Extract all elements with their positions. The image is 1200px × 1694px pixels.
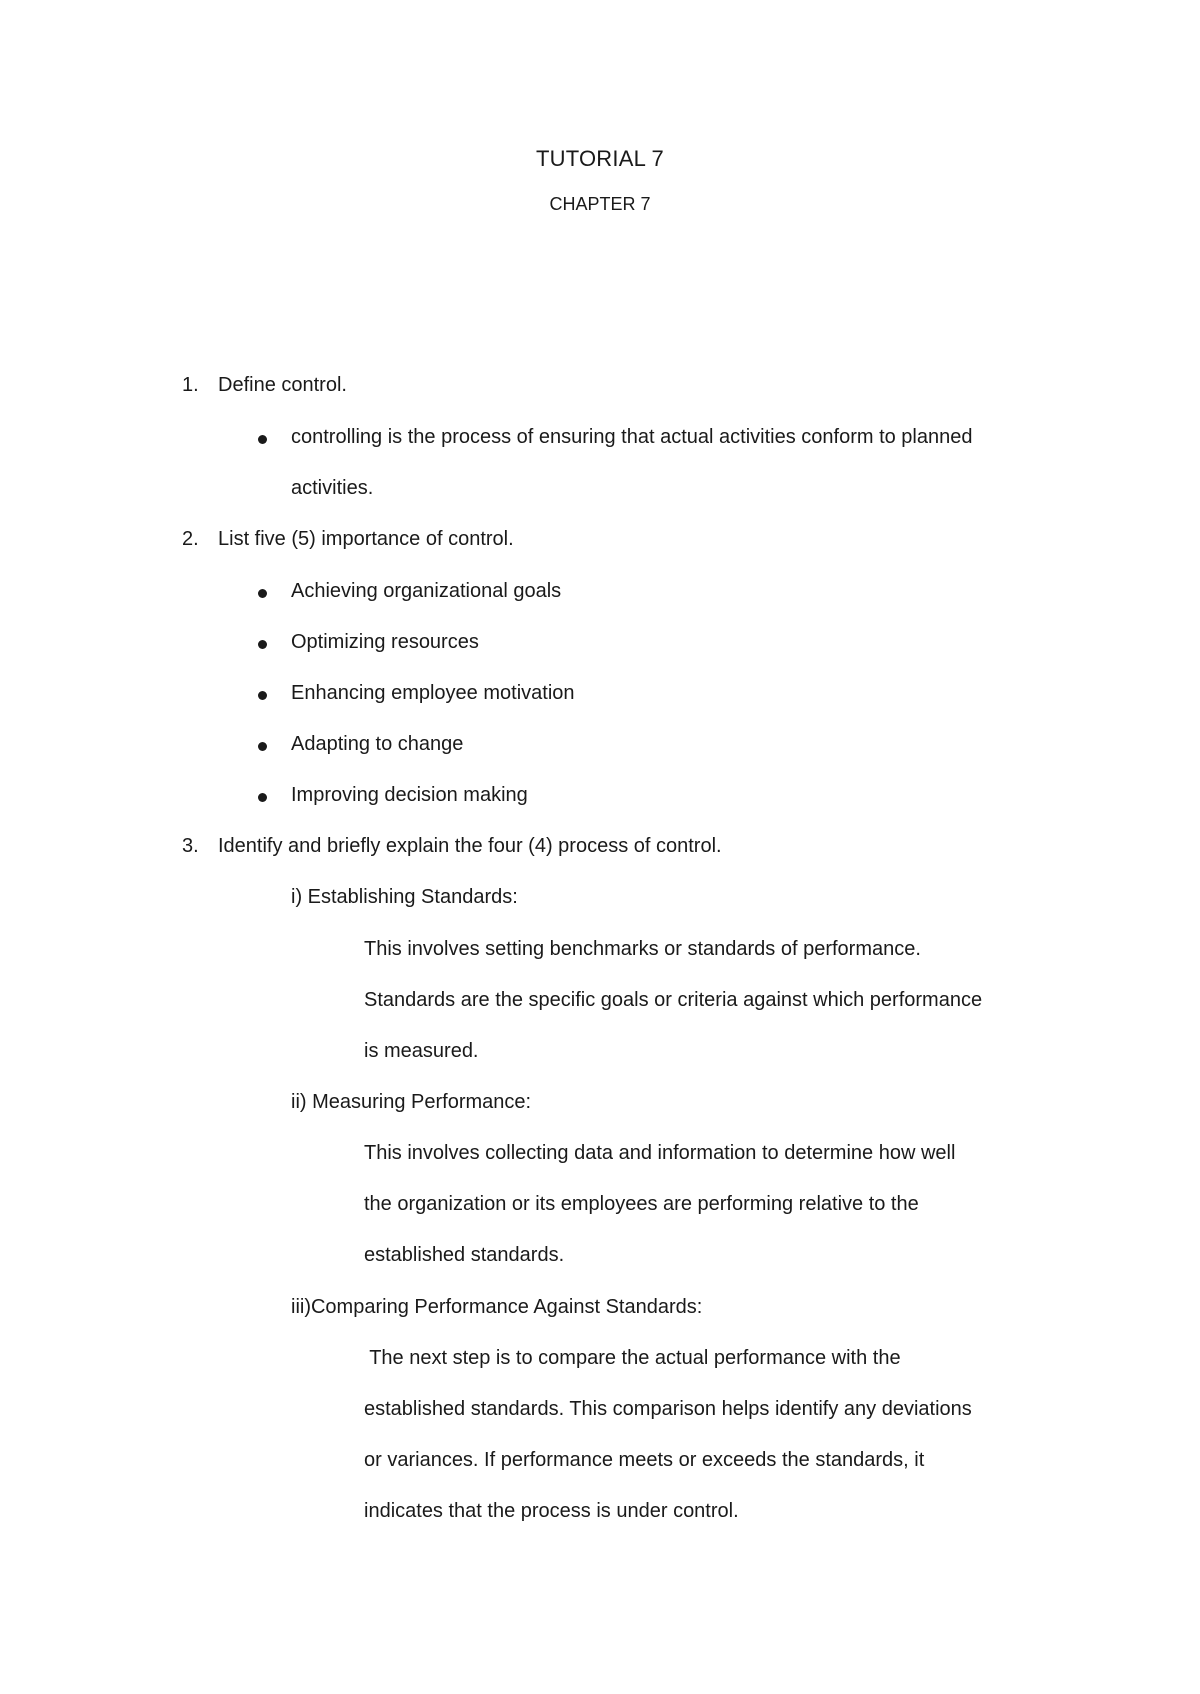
step-1-heading: i) Establishing Standards: bbox=[291, 886, 518, 908]
bullet-icon bbox=[258, 793, 267, 802]
step-2-line-3: established standards. bbox=[364, 1244, 565, 1266]
step-1-line-2: Standards are the specific goals or criteria against which performance bbox=[364, 989, 983, 1011]
step-3-heading: iii)Comparing Performance Against Standards: bbox=[291, 1296, 703, 1318]
step-1-line-1: This involves setting benchmarks or standards of performance. bbox=[364, 938, 921, 960]
importance-item-4: Adapting to change bbox=[291, 733, 464, 755]
document-title: TUTORIAL 7 bbox=[536, 146, 664, 171]
bullet-icon bbox=[258, 742, 267, 751]
bullet-icon bbox=[258, 691, 267, 700]
question-3-number: 3. bbox=[182, 835, 199, 857]
question-1-number: 1. bbox=[182, 374, 199, 396]
answer-1-line-2: activities. bbox=[291, 477, 374, 499]
question-3-text: Identify and briefly explain the four (4) process of control. bbox=[218, 835, 722, 857]
bullet-icon bbox=[258, 589, 267, 598]
answer-1-line-1: controlling is the process of ensuring that actual activities conform to planned bbox=[291, 426, 973, 448]
importance-item-1: Achieving organizational goals bbox=[291, 580, 562, 602]
question-2-text: List five (5) importance of control. bbox=[218, 528, 514, 550]
importance-item-2: Optimizing resources bbox=[291, 631, 479, 653]
bullet-icon bbox=[258, 640, 267, 649]
step-2-line-2: the organization or its employees are performing relative to the bbox=[364, 1193, 919, 1215]
step-1-line-3: is measured. bbox=[364, 1040, 479, 1062]
step-3-line-1: The next step is to compare the actual performance with the bbox=[364, 1347, 901, 1369]
question-2-number: 2. bbox=[182, 528, 199, 550]
step-3-line-4: indicates that the process is under control. bbox=[364, 1500, 739, 1522]
step-2-heading: ii) Measuring Performance: bbox=[291, 1091, 532, 1113]
step-3-line-3: or variances. If performance meets or exceeds the standards, it bbox=[364, 1449, 925, 1471]
step-3-line-2: established standards. This comparison helps identify any deviations bbox=[364, 1398, 972, 1420]
importance-item-3: Enhancing employee motivation bbox=[291, 682, 575, 704]
bullet-icon bbox=[258, 435, 267, 444]
importance-item-5: Improving decision making bbox=[291, 784, 528, 806]
chapter-subtitle: CHAPTER 7 bbox=[549, 194, 651, 214]
question-1-text: Define control. bbox=[218, 374, 347, 396]
step-2-line-1: This involves collecting data and information to determine how well bbox=[364, 1142, 956, 1164]
